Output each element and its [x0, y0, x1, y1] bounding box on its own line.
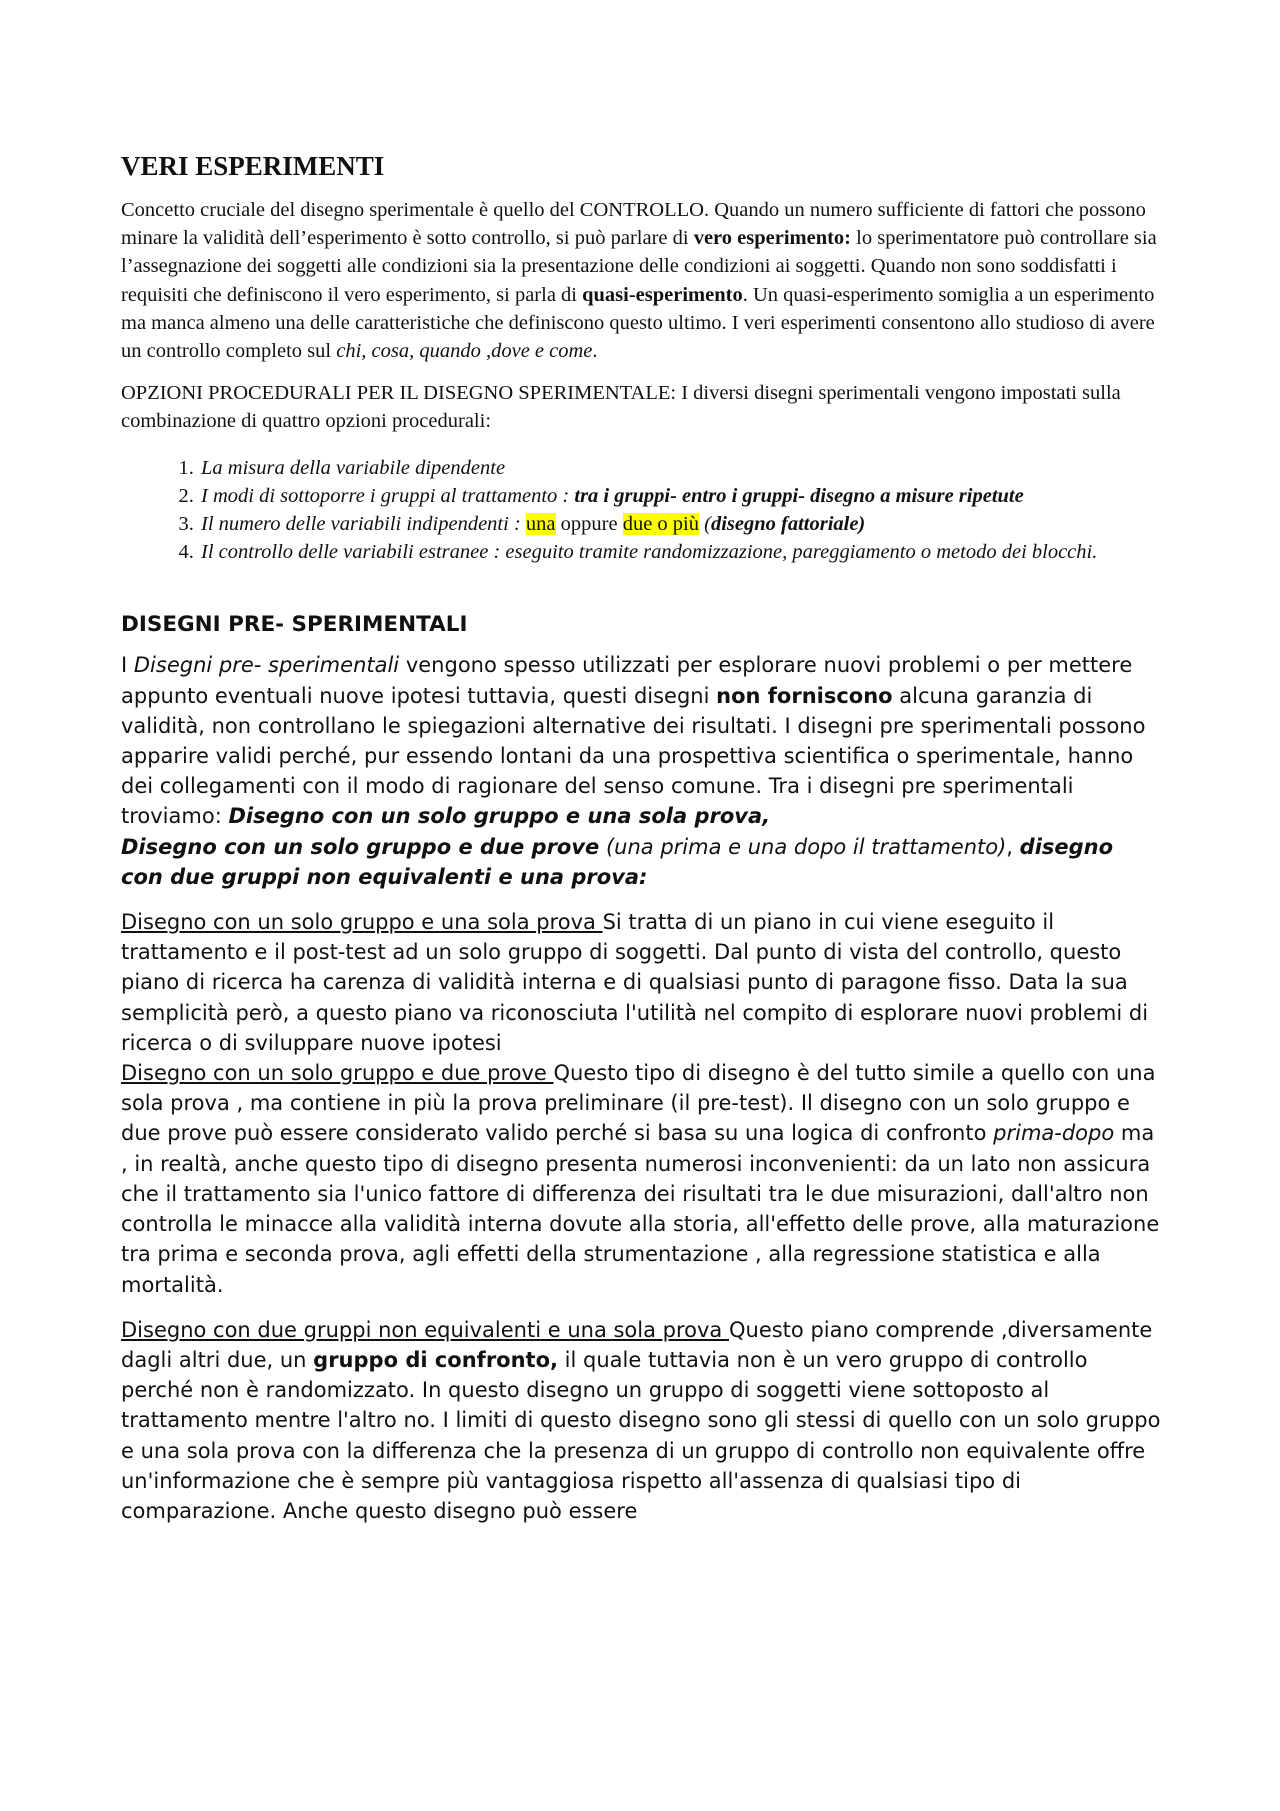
intro-bold-quasi: quasi-esperimento	[582, 283, 743, 306]
gruppo-confronto-bold: gruppo di confronto,	[313, 1347, 558, 1372]
design-two-prove-heading: Disegno con un solo gruppo e due prove	[121, 1061, 554, 1086]
document-page	[121, 150, 1161, 1526]
pre-paragraph: I Disegni pre- sperimentali vengono spesso utilizzati per esplorare nuovi problemi o per mettere appunto eventuali nuove ipotesi tuttavia, questi disegni non forniscono alcuna garanzia di validità, non controllano le spiegazioni alternative dei risultati. I disegni pre sperimentali possono apparire validi perché, pur essendo lontani da una prospettiva scientifica o sperimentale, hanno dei collegamenti con il modo di ragionare del senso comune. Tra i disegni pre sperimentali troviamo: Disegno con un solo gruppo e una sola prova,Disegno con un solo gruppo e due prove (una prima e una dopo il trattamento), disegno con due gruppi non equivalenti e una prova:	[121, 653, 1146, 889]
highlight-due-o-piu: due o più	[622, 513, 699, 536]
design-one-paragraph: Disegno con un solo gruppo e una sola prova Si tratta di un piano in cui viene eseguito il trattamento e il post-test ad un solo gruppo di soggetti. Dal punto di vista del controllo, questo piano di ricerca ha carenza di validità interna e di qualsiasi punto di paragone fisso. Data la sua semplicità però, a questo piano va riconosciuta l'utilità nel compito di esplorare nuovi problemi di ricerca o di sviluppare nuove ipotesi Disegno con un solo gruppo e due prove Questo tipo di disegno è del tutto simile a quello con una sola prova , ma contiene in più la prova preliminare (il pre-test). Il disegno con un solo gruppo e due prove può essere considerato valido perché si basa su una logica di confronto prima-dopo ma , in realtà, anche questo tipo di disegno presenta numerosi inconvenienti: da un lato non assicura che il trattamento sia l'unico fattore di differenza dei risultati tra le due misurazioni, dall'altro non controlla le minacce alla validità interna dovute alla storia, all'effetto delle prove, alla maturazione tra prima e seconda prova, agli effetti della strumentazione , alla regressione statistica e alla mortalità.	[121, 910, 1160, 1297]
pre-design-2: Disegno con un solo gruppo e due prove	[121, 834, 600, 859]
design-one-heading: Disegno con un solo gruppo e una sola prova	[121, 910, 603, 935]
options-item-4: 4. Il controllo delle variabili estranee : eseguito tramite randomizzazione, pareggiamento o metodo dei blocchi.	[199, 538, 1161, 566]
options-item-2-bold: tra i gruppi- entro i gruppi- disegno a misure ripetute	[574, 484, 1024, 507]
highlight-una: una	[525, 513, 556, 536]
design-two-groups-heading: Disegno con due gruppi non equivalenti e una sola prova	[121, 1317, 729, 1342]
pre-bold-non-forniscono: non forniscono	[716, 683, 893, 708]
intro-text-4: .	[592, 340, 598, 363]
options-item-3-bold: disegno fattoriale)	[710, 513, 866, 536]
intro-text-3: . Un quasi-esperimento somiglia a un esperimento ma manca almeno una delle caratteristiche che definiscono questo ultimo. I veri esperimenti consentono allo studioso di avere un controllo completo sul	[121, 283, 1155, 363]
intro-text-1: Concetto cruciale del disegno sperimentale è quello del CONTROLLO. Quando un numero sufficiente di fattori che possono minare la validità dell’esperimento è sotto controllo, si può parlare di	[121, 199, 1146, 250]
options-item-2: 2. I modi di sottoporre i gruppi al trattamento : tra i gruppi- entro i gruppi- disegno a misure ripetute	[199, 482, 1161, 510]
options-item-3: 3. Il numero delle variabili indipendenti : una oppure due o più (disegno fattoriale)	[199, 510, 1161, 538]
options-list	[121, 454, 1161, 567]
section-title: DISEGNI PRE- SPERIMENTALI	[121, 612, 468, 638]
intro-paragraph	[121, 196, 1161, 365]
intro-bold-vero: vero esperimento:	[693, 227, 852, 250]
options-item-1: 1. La misura della variabile dipendente	[199, 454, 1161, 482]
prima-dopo-italic: prima-dopo	[993, 1121, 1115, 1146]
intro-text-2: lo sperimentatore può controllare sia l’assegnazione dei soggetti alle condizioni sia la presentazione delle condizioni ai soggetti. Quando non sono soddisfatti i requisiti che definiscono il vero esperimento, si parla di	[121, 227, 1157, 306]
design-two-paragraph: Disegno con due gruppi non equivalenti e una sola prova Questo piano comprende ,diversamente dagli altri due, un gruppo di confronto, il quale tuttavia non è un vero gruppo di controllo perché non è randomizzato. In questo disegno un gruppo di soggetti viene sottoposto al trattamento mentre l'altro no. I limiti di questo disegno sono gli stessi di quello con un solo gruppo e una sola prova con la differenza che la presenza di un gruppo di controllo non equivalente offre un'informazione che è sempre più vantaggiosa rispetto all'assenza di qualsiasi tipo di comparazione. Anche questo disegno può essere	[121, 1317, 1161, 1523]
pre-design-3: disegno con due gruppi non equivalenti e una prova:	[121, 834, 1114, 889]
pre-italic: Disegni pre- sperimentali	[133, 653, 400, 678]
pre-design-1: Disegno con un solo gruppo e una sola prova,	[228, 804, 771, 829]
options-intro: OPZIONI PROCEDURALI PER IL DISEGNO SPERIMENTALE: I diversi disegni sperimentali vengono impostati sulla combinazione di quattro opzioni procedurali:	[121, 382, 1121, 433]
page-title: VERI ESPERIMENTI	[121, 151, 385, 181]
intro-italic-who: chi, cosa, quando ,dove e come	[336, 340, 593, 363]
